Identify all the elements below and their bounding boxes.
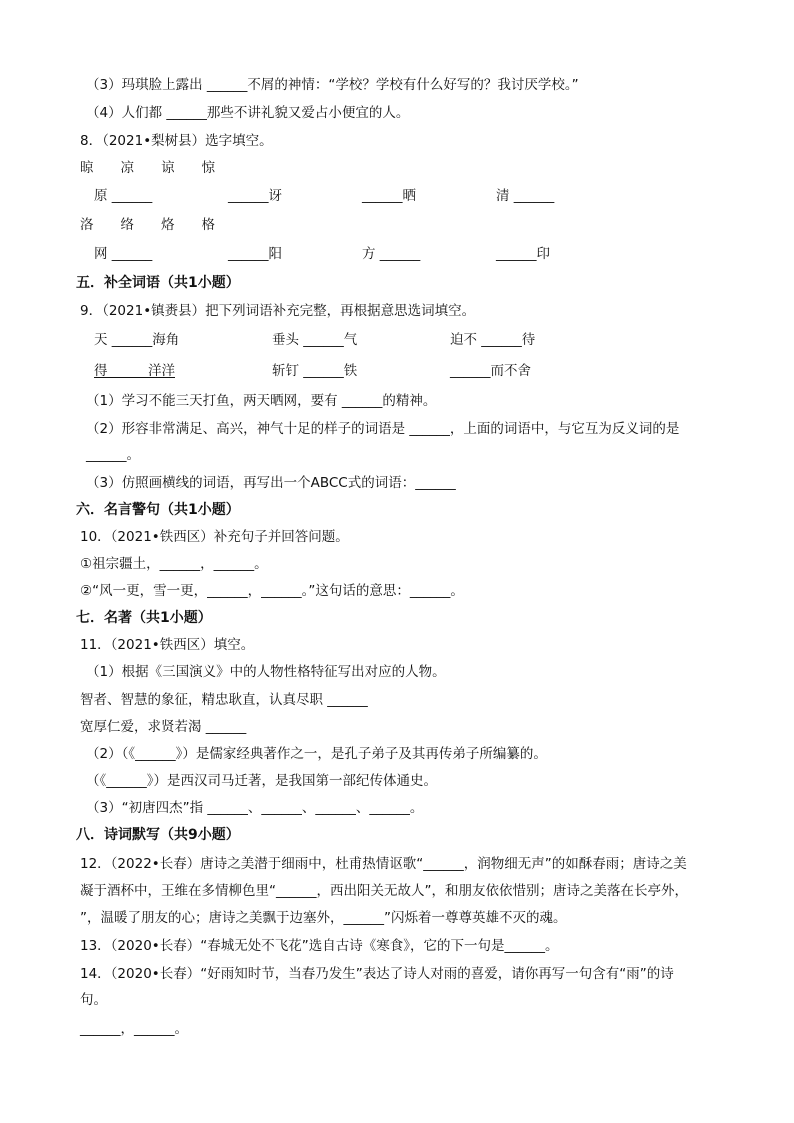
q8-blank-7: 方 ______ [362,246,421,262]
q8-blank-3: ______晒 [362,188,416,204]
question-13: 13．（2020•长春）“春城无处不飞花”选自古诗《寒食》，它的下一句是______。 [80,938,559,954]
item-4-text: （4）人们都 ______那些不讲礼貌又爱占小便宜的人。 [86,105,410,121]
section-heading-7: 七．名著（共1小题） [76,610,212,626]
section-heading-5: 五．补全词语（共1小题） [76,275,240,291]
q9-sub-2-cont: ______。 [86,447,140,463]
q11-sub-1-a: 智者、智慧的象征，精忠耿直，认真尽职 ______ [80,692,368,708]
q8-blank-8: ______印 [496,246,550,262]
question-14-answer: ______，______。 [80,1021,188,1037]
q9-word-3: 迫不 ______待 [450,332,536,348]
q11-sub-1: （1）根据《三国演义》中的人物性格特征写出对应的人物。 [86,664,446,680]
q9-word-5: 斩钉 ______铁 [272,363,358,379]
q11-sub-2: （2）（《______》）是儒家经典著作之一，是孔子弟子及其再传弟子所编纂的。 [86,746,547,762]
q11-sub-3: （3）“初唐四杰”指 ______、______、______、______。 [86,800,424,816]
q8-char-set-1: 晾 凉 谅 惊 [80,160,215,176]
q10-sub-2: ②“风一更，雪一更，______，______。”这句话的意思：______。 [80,583,464,599]
q9-word-1: 天 ______海角 [94,332,180,348]
q9-sub-1: （1）学习不能三天打鱼，两天晒网，要有 ______的精神。 [86,393,437,409]
q8-blank-2: ______讶 [228,188,282,204]
section-heading-8: 八．诗词默写（共9小题） [76,827,240,843]
q11-sub-2-b: （《______》）是西汉司马迁著，是我国第一部纪传体通史。 [86,773,437,789]
q9-word-4-underlined: 得______洋洋 [94,363,175,379]
question-14-line-2: 句。 [80,992,107,1008]
q9-word-6: ______而不舍 [450,363,531,379]
q8-char-set-2: 洛 络 烙 格 [80,217,215,233]
q9-word-2: 垂头 ______气 [272,332,358,348]
q10-sub-1: ①祖宗疆土，______，______。 [80,556,268,572]
item-3-text: （3）玛琪脸上露出 ______不屑的神情：“学校？学校有什么好写的？我讨厌学校。” [86,77,579,93]
q8-blank-5: 网 ______ [94,246,153,262]
q9-sub-3: （3）仿照画横线的词语，再写出一个ABCC式的词语：______ [86,475,456,491]
section-heading-6: 六．名言警句（共1小题） [76,502,240,518]
question-8: 8．（2021•梨树县）选字填空。 [80,133,273,149]
question-9: 9．（2021•镇赉县）把下列词语补充完整，再根据意思选词填空。 [80,303,476,319]
question-12-line-3: ”，温暖了朋友的心；唐诗之美飘于边塞外，______”闪烁着一尊尊英雄不灭的魂。 [80,910,567,926]
question-11: 11．（2021•铁西区）填空。 [80,637,255,653]
question-10: 10．（2021•铁西区）补充句子并回答问题。 [80,529,349,545]
question-12-line-2: 凝于酒杯中，王维在多情柳色里“______，西出阳关无故人”，和朋友依依惜别；唐诗之美落在长亭外， [80,883,688,899]
q8-blank-4: 清 ______ [496,188,555,204]
q8-blank-6: ______阳 [228,246,282,262]
q8-blank-1: 原 ______ [94,188,153,204]
q9-sub-2: （2）形容非常满足、高兴，神气十足的样子的词语是 ______，上面的词语中，与它互为反义词的是 [86,421,680,437]
question-14-line-1: 14．（2020•长春）“好雨知时节，当春乃发生”表达了诗人对雨的喜爱，请你再写一句含有“雨”的诗 [80,966,674,982]
q11-sub-1-b: 宽厚仁爱，求贤若渴 ______ [80,719,247,735]
question-12-line-1: 12．（2022•长春）唐诗之美潜于细雨中，杜甫热情讴歌“______，润物细无声”的如酥春雨；唐诗之美 [80,856,687,872]
